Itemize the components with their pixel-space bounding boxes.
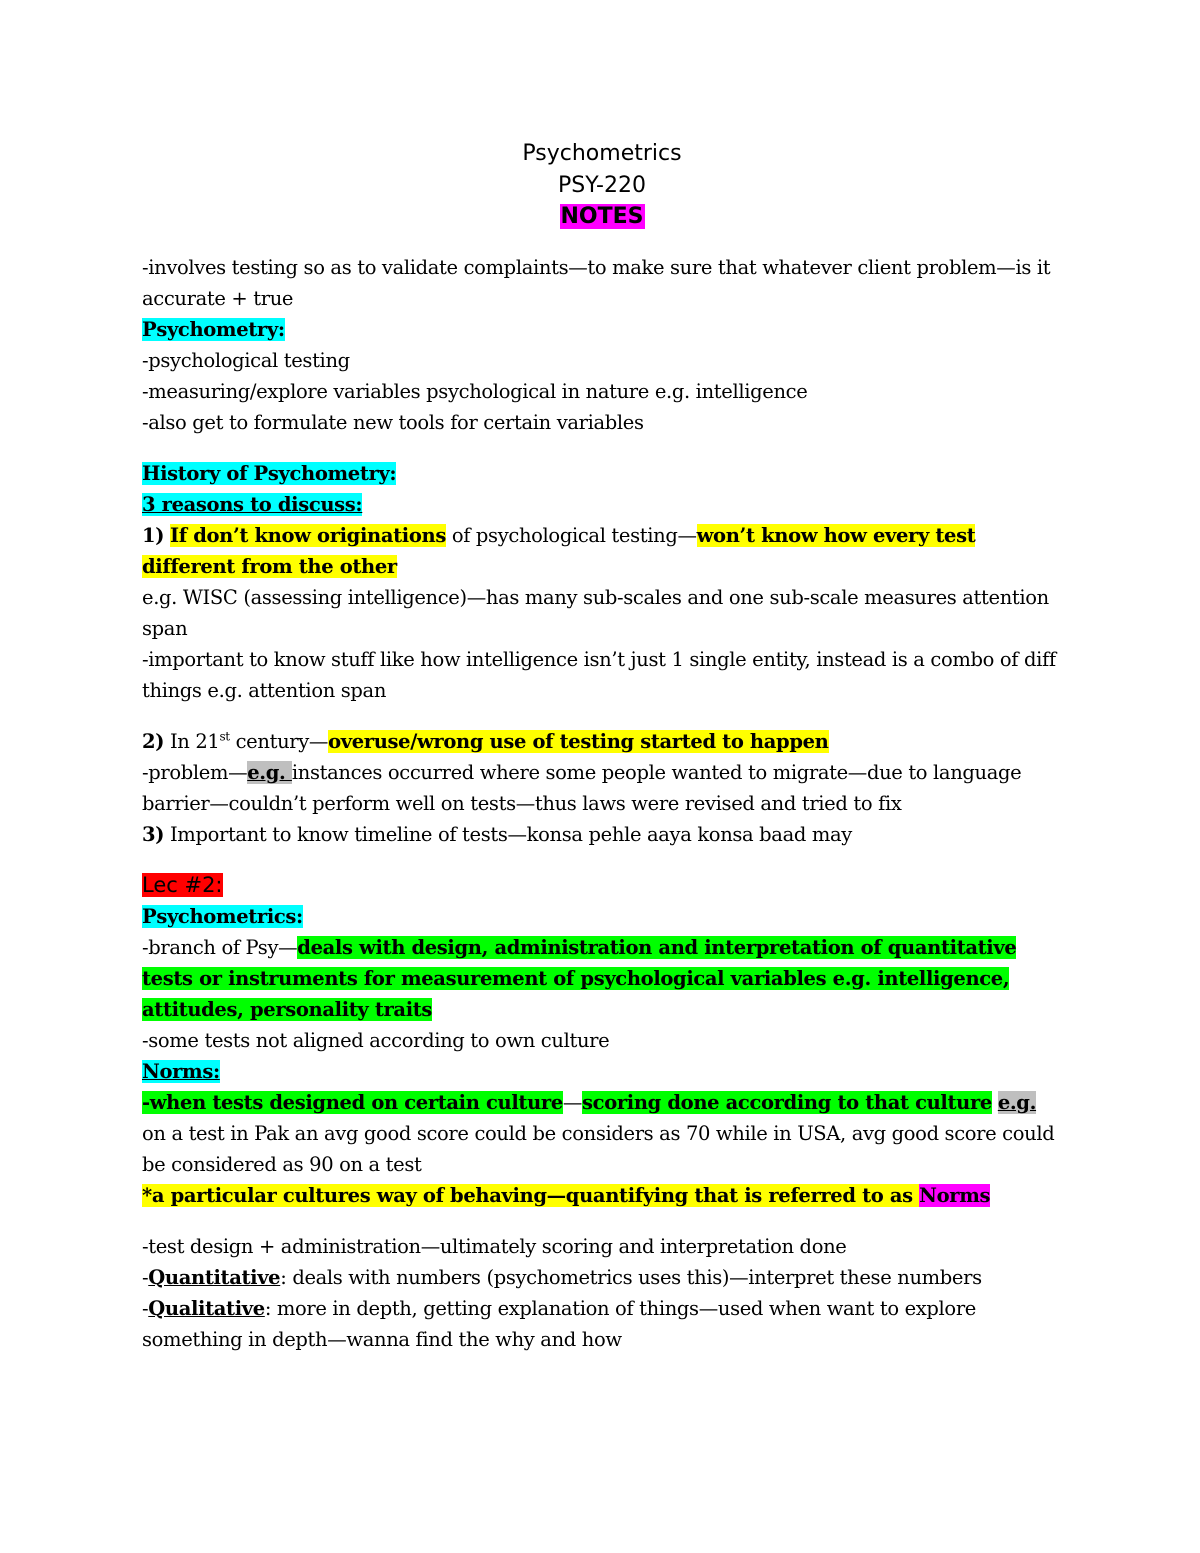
norms-heading: Norms: <box>142 1059 220 1083</box>
intro-paragraph: -involves testing so as to validate complaints—to make sure that whatever client problem—is it accurate + true <box>142 255 1051 310</box>
reason-1-example: e.g. WISC (assessing intelligence)—has many sub-scales and one sub-scale measures attention span <box>142 585 1049 640</box>
norms-paragraph: -when tests designed on certain culture—scoring done according to that culture e.g. on a test in Pak an avg good score could be considers as 70 while in USA, avg good score could be considered as 90 on a test <box>142 1090 1055 1176</box>
norms-term: Norms <box>919 1183 991 1207</box>
definition-highlight: deals with design, administration and interpretation of quantitative tests or instruments for measurement of psychological variables e.g. intelligence, attitudes, personality traits <box>142 935 1017 1021</box>
history-heading: History of Psychometry: <box>142 461 397 485</box>
eg-marker: e.g. <box>247 760 292 784</box>
test-design-note: -test design + administration—ultimately scoring and interpretation done <box>142 1234 847 1258</box>
document-header <box>142 138 1062 233</box>
culture-note: -some tests not aligned according to own culture <box>142 1028 610 1052</box>
quantitative-item: -Quantitative: deals with numbers (psychometrics uses this)—interpret these numbers <box>142 1265 982 1289</box>
lecture-label: Lec #2: <box>142 872 223 897</box>
psychometrics-definition: -branch of Psy—deals with design, administration and interpretation of quantitative tests or instruments for measurement of psychological variables e.g. intelligence, attitudes, personality traits <box>142 935 1017 1021</box>
psychometry-heading: Psychometry: <box>142 317 285 341</box>
course-code: PSY-220 <box>558 172 646 198</box>
norms-definition: *a particular cultures way of behaving—quantifying that is referred to as Norms <box>142 1183 991 1207</box>
notes-label: NOTES <box>560 204 644 229</box>
document-body <box>142 138 1062 1355</box>
eg-marker: e.g. <box>997 1090 1037 1114</box>
reason-2-highlight: overuse/wrong use of testing started to happen <box>328 729 829 753</box>
list-item: -measuring/explore variables psychological in nature e.g. intelligence <box>142 379 808 403</box>
qualitative-item: -Qualitative: more in depth, getting explanation of things—used when want to explore something in depth—wanna find the why and how <box>142 1296 976 1351</box>
list-item: -also get to formulate new tools for certain variables <box>142 410 644 434</box>
reason-1-highlight-a: If don’t know originations <box>169 523 446 547</box>
reason-1: 1) If don’t know originations of psychological testing—won’t know how every test different from the other <box>142 523 976 578</box>
quantitative-term: Quantitative <box>148 1265 281 1289</box>
reason-2: 2) In 21st century—overuse/wrong use of testing started to happen <box>142 729 829 753</box>
reason-1-highlight-b: won’t know how every test different from the other <box>142 523 976 578</box>
qualitative-term: Qualitative <box>148 1296 265 1320</box>
list-item: -psychological testing <box>142 348 350 372</box>
psychometrics-heading: Psychometrics: <box>142 904 303 928</box>
reason-2-problem: -problem—e.g. instances occurred where some people wanted to migrate—due to language barrier—couldn’t perform well on tests—thus laws were revised and tried to fix <box>142 760 1022 815</box>
reason-3: 3) Important to know timeline of tests—konsa pehle aaya konsa baad may <box>142 822 852 846</box>
reason-1-note: -important to know stuff like how intelligence isn’t just 1 single entity, instead is a combo of diff things e.g. attention span <box>142 647 1056 702</box>
page-title: Psychometrics <box>522 141 682 166</box>
reasons-subheading: 3 reasons to discuss: <box>142 492 363 516</box>
